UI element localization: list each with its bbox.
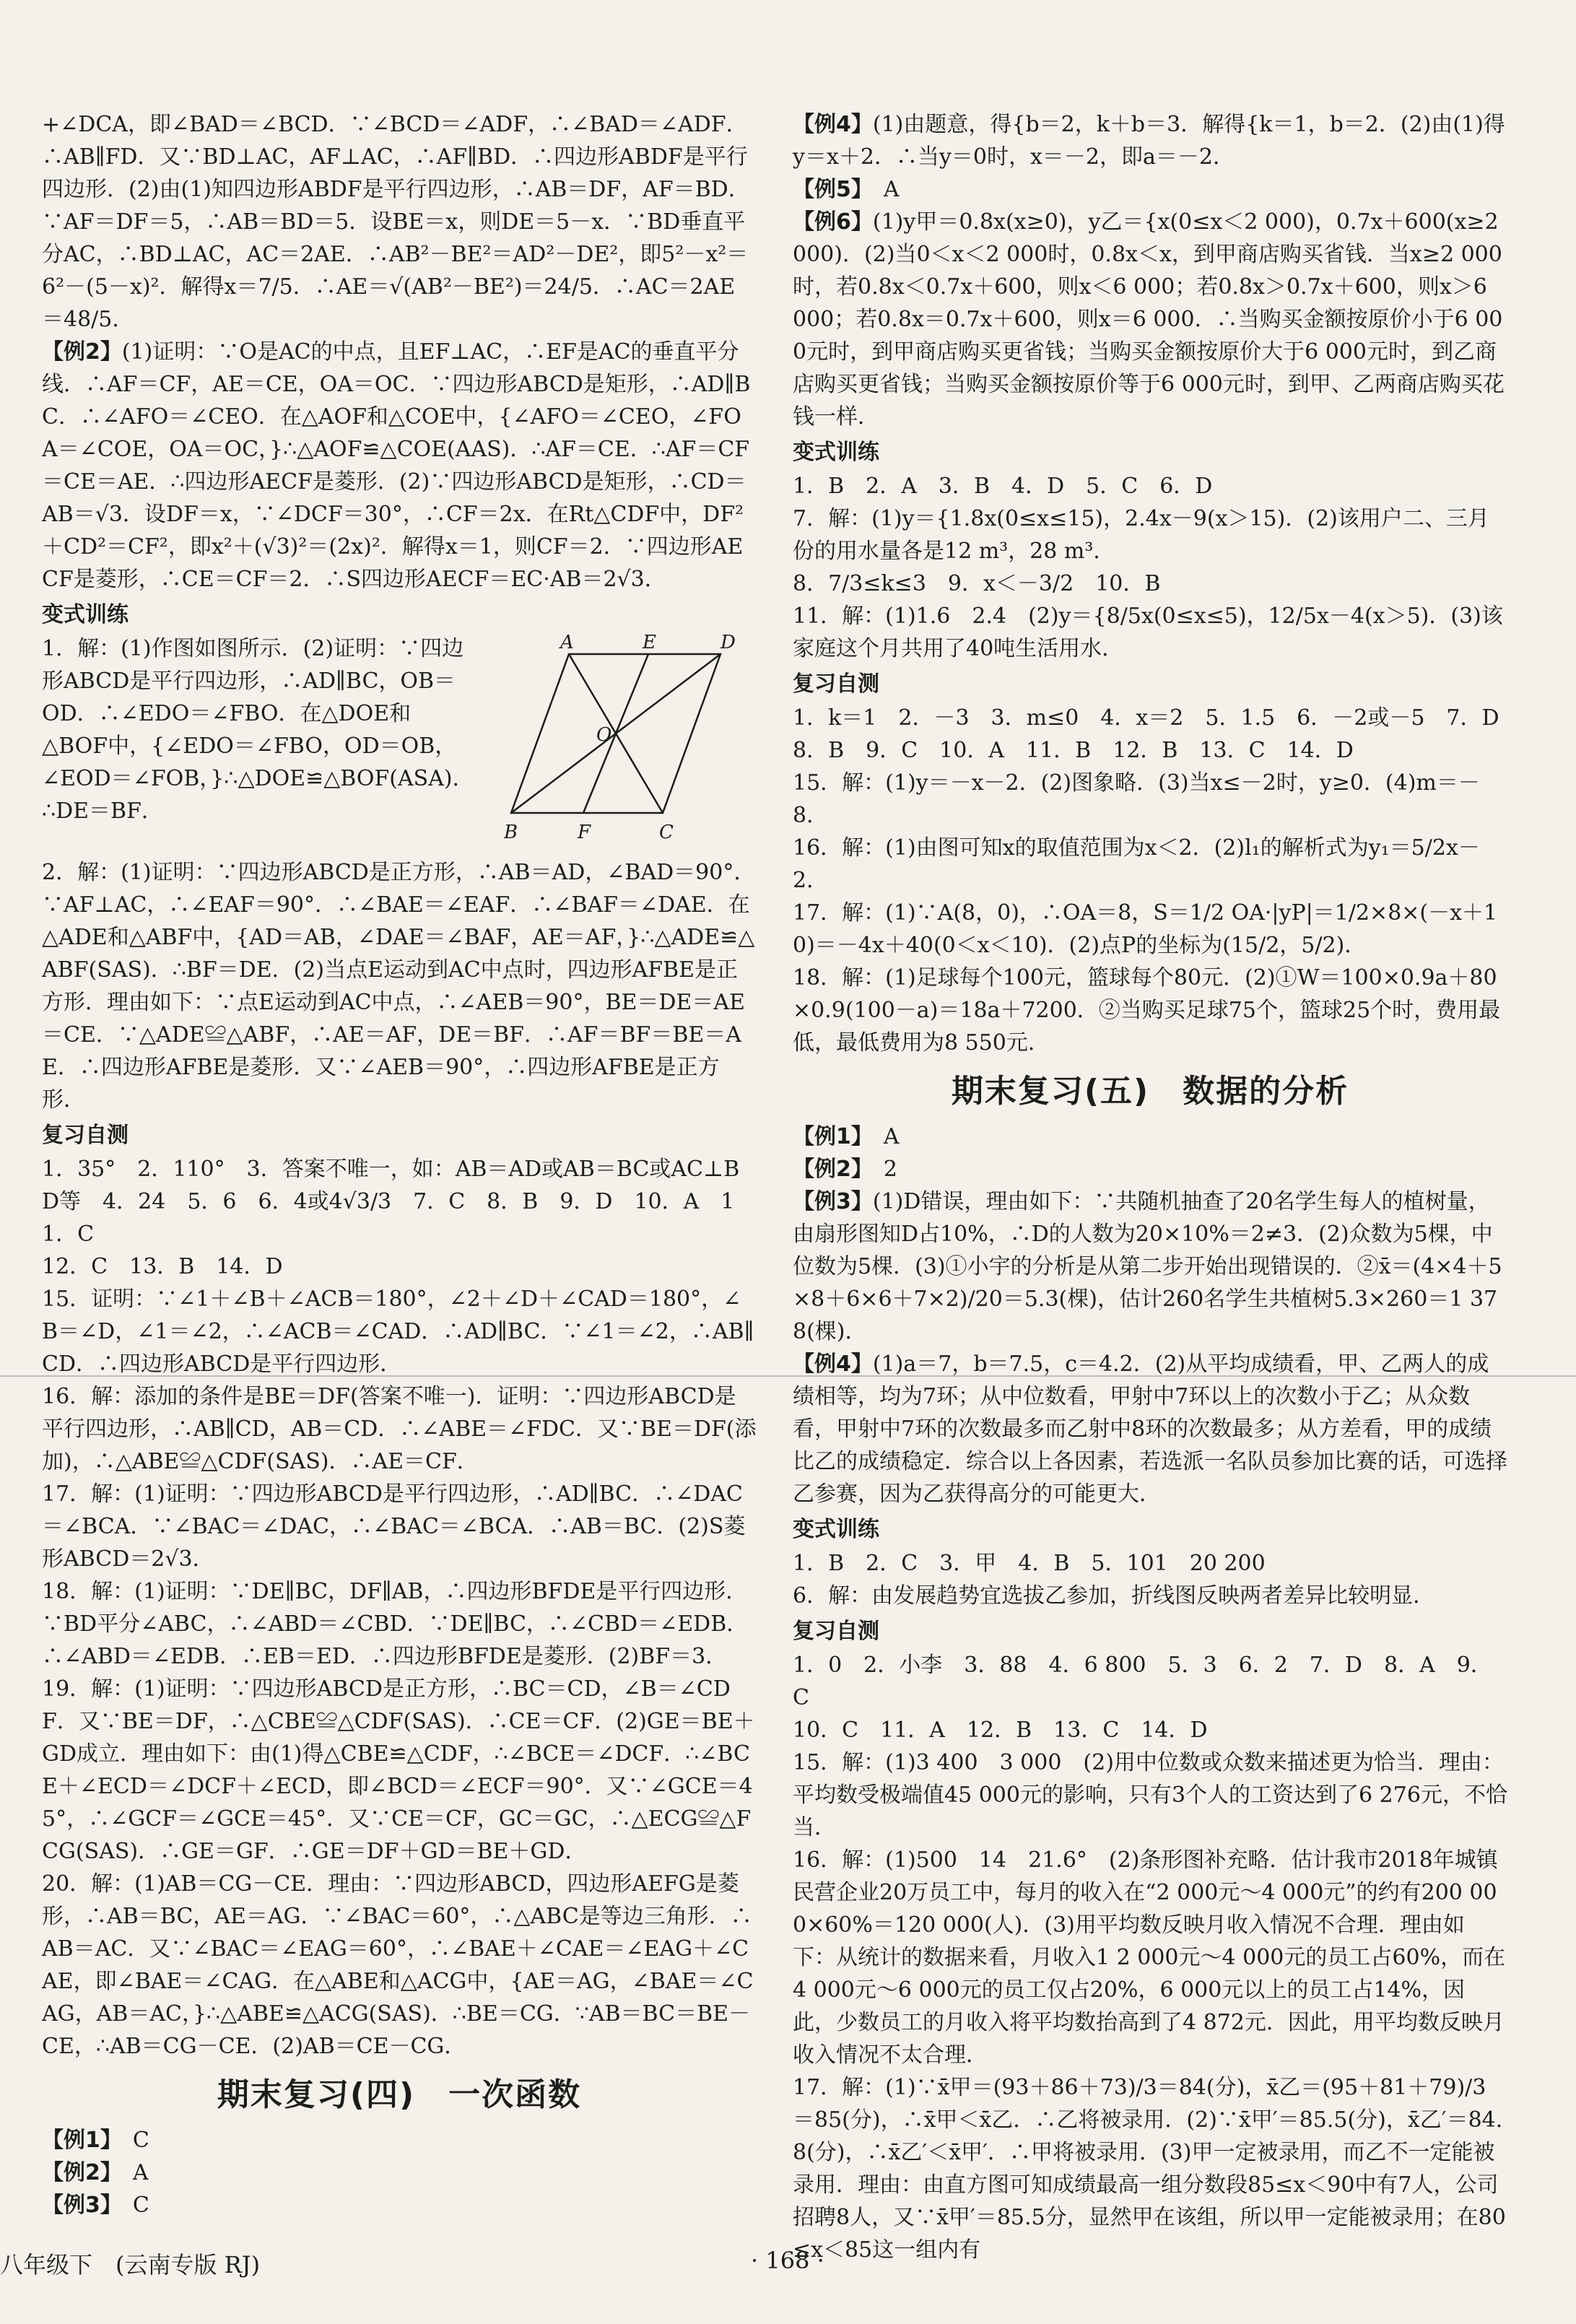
- page-number: · 168 ·: [751, 2247, 824, 2274]
- review-line-2: 12．C 13．B 14．D: [42, 1254, 283, 1279]
- example-6-label: 【例6】: [793, 209, 873, 235]
- s5-review-line-1: 1．0 2．小李 3．88 4．6 800 5．3 6．2 7．D 8．A 9．C: [793, 1653, 1492, 1710]
- variant-training-heading: 变式训练: [42, 602, 129, 627]
- label-o: O: [596, 724, 612, 746]
- example-4: [793, 108, 1507, 173]
- s4-example-2-label: 【例2】: [42, 2160, 111, 2185]
- right-column: [793, 108, 1507, 2266]
- s5-example-1: [793, 1120, 1507, 1153]
- variant-training-heading-right: 变式训练: [793, 440, 879, 465]
- review-line-18: 18．解：(1)证明：∵DE∥BC，DF∥AB，∴四边形BFDE是平行四边形．∵BD平分∠ABC，∴∠ABD＝∠CBD．∵DE∥BC，∴∠CBD＝∠EDB．∴∠ABD＝∠EDB．∴EB＝ED．∴四边形BFDE是菱形．(2)BF＝3．: [42, 1579, 749, 1669]
- s5-example-3: [793, 1185, 1507, 1348]
- variant-line-8: 8．7/3≤k≤3 9．x＜－3/2 10．B: [793, 571, 1161, 596]
- segment-ef: [583, 654, 648, 813]
- r-review-line-1: 1．k＝1 2．－3 3．m≤0 4．x＝2 5．1.5 6．－2或－5 7．D: [793, 705, 1499, 731]
- s5-review-line-15: 15．解：(1)3 400 3 000 (2)用中位数或众数来描述更为恰当．理由：平均数受极端值45 000元的影响，只有3个人的工资达到了6 276元，不恰当．: [793, 1750, 1507, 1840]
- label-e: E: [643, 632, 656, 653]
- s5-review-line-16: 16．解：(1)500 14 21.6° (2)条形图补充略．估计我市2018年城镇民营企业20万员工中，每月的收入在“2 000元～4 000元”的约有200 000×60%＝120 000(人)．(3)用平均数反映月收入情况不合理．理由如下：从统计的数据来看，月收入1 2 000元～4 000元的员工占60%，而在4 000元～6 000元的员工仅占20%，6 000元以上的员工占14%，因此，少数员工的月收入将平均数抬高到了4 872元．因此，用平均数反映月收入情况不太合理．: [793, 1848, 1506, 2068]
- s4-example-1: [42, 2124, 757, 2157]
- continuation-text: +∠DCA，即∠BAD＝∠BCD．∵∠BCD＝∠ADF，∴∠BAD＝∠ADF．∴AB∥FD．又∵BD⊥AC，AF⊥AC，∴AF∥BD．∴四边形ABDF是平行四边形．(2)由(1)知四边形ABDF是平行四边形，∴AB＝DF，AF＝BD．∵AF＝DF＝5，∴AB＝BD＝5．设BE＝x，则DE＝5－x．∵BD垂直平分AC，∴BD⊥AC，AC＝2AE．∴AB²－BE²＝AD²－DE²，即5²－x²＝6²－(5－x)²．解得x＝7/5．∴AE＝√(AB²－BE²)＝24/5．∴AC＝2AE＝48/5．: [42, 112, 750, 332]
- review-line-15: 15．证明：∵∠1＋∠B＋∠ACB＝180°，∠2＋∠D＋∠CAD＝180°，∠B＝∠D，∠1＝∠2，∴∠ACB＝∠CAD．∴AD∥BC．∵∠1＝∠2，∴AB∥CD．∴四边形ABCD是平行四边形．: [42, 1287, 754, 1377]
- example-6-text: (1)y甲＝0.8x(x≥0)，y乙＝{x(0≤x＜2 000)，0.7x＋600(x≥2 000)．(2)当0＜x＜2 000时，0.8x＜x，到甲商店购买省钱．当x≥2 000时，若0.8x＜0.7x＋600，则x＜6 000；若0.8x＞0.7x＋600，则x＞6 000；若0.8x＝0.7x＋600，则x＝6 000．∴当购买金额按原价小于6 000元时，到甲商店购买更省钱；当购买金额按原价大于6 000元时，到乙商店购买更省钱；当购买金额按原价等于6 000元时，到甲、乙两商店购买花钱一样．: [793, 209, 1505, 430]
- s4-example-1-answer: C: [132, 2128, 149, 2153]
- variant-2-text: 2．解：(1)证明：∵四边形ABCD是正方形，∴AB＝AD，∠BAD＝90°．∵AF⊥AC，∴∠EAF＝90°．∴∠BAE＝∠EAF．∴∠BAF＝∠DAE．在△ADE和△ABF中，{AD＝AB，∠DAE＝∠BAF，AE＝AF，}∴△ADE≌△ABF(SAS)．∴BF＝DE．(2)当点E运动到AC中点时，四边形AFBE是正方形．理由如下：∵点E运动到AC中点，∴∠AEB＝90°，BE＝DE＝AE＝CE．∵△ADE≌△ABF，∴AE＝AF，DE＝BF．∴AF＝BF＝BE＝AE．∴四边形AFBE是菱形．又∵∠AEB＝90°，∴四边形AFBE是正方形．: [42, 860, 756, 1113]
- s5-example-4-label: 【例4】: [793, 1352, 873, 1377]
- r-review-line-18: 18．解：(1)足球每个100元，篮球每个80元．(2)①W＝100×0.9a＋80×0.9(100－a)＝18a＋7200．②当购买足球75个，篮球25个时，费用最低，最低费用为8 550元．: [793, 965, 1501, 1056]
- s5-example-4: [793, 1348, 1507, 1510]
- s4-example-3-answer: C: [132, 2193, 149, 2218]
- variant-line-7: 7．解：(1)y＝{1.8x(0≤x≤15)，2.4x－9(x＞15)．(2)该用户二、三月份的用水量各是12 m³，28 m³．: [793, 506, 1489, 564]
- s5-example-1-label: 【例1】: [793, 1124, 862, 1149]
- r-review-line-17: 17．解：(1)∵A(8，0)，∴OA＝8，S＝1/2 OA·|yP|＝1/2×8×(－x＋10)＝－4x＋40(0＜x＜10)．(2)点P的坐标为(15/2，5/2)．: [793, 900, 1498, 958]
- variant-line-1: 1．B 2．A 3．B 4．D 5．C 6．D: [793, 474, 1213, 499]
- s5-example-4-text: (1)a＝7，b＝7.5，c＝4.2．(2)从平均成绩看，甲、乙两人的成绩相等，均为7环；从中位数看，甲射中7环以上的次数小于乙；从众数看，甲射中7环的次数最多而乙射中8环的次数最多；从方差看，甲的成绩比乙的成绩稳定．综合以上各因素，若选派一名队员参加比赛的话，可选择乙参赛，因为乙获得高分的可能更大．: [793, 1352, 1507, 1507]
- s4-example-2: [42, 2157, 757, 2189]
- s5-variant-line-6: 6．解：由发展趋势宜选拔乙参加，折线图反映两者差异比较明显．: [793, 1583, 1435, 1609]
- example-5-label: 【例5】: [793, 177, 862, 202]
- example-6: [793, 206, 1507, 433]
- label-a: A: [560, 632, 574, 653]
- s4-example-3-label: 【例3】: [42, 2193, 111, 2218]
- s4-example-2-answer: A: [132, 2160, 149, 2185]
- review-heading-2: 复习自测: [793, 1619, 879, 1644]
- section-5-title: 期末复习(五) 数据的分析: [951, 1073, 1349, 1110]
- parallelogram-figure: [504, 632, 742, 849]
- review-line-19: 19．解：(1)证明：∵四边形ABCD是正方形，∴BC＝CD，∠B＝∠CDF．又∵BE＝DF，∴△CBE≌△CDF(SAS)．∴CE＝CF．(2)GE＝BE＋GD成立．理由如下：由(1)得△CBE≌△CDF，∴∠BCE＝∠DCF．∴∠BCE＋∠ECD＝∠DCF＋∠ECD，即∠BCD＝∠ECF＝90°．又∵∠GCE＝45°，∴∠GCF＝∠GCE＝45°．又∵CE＝CF，GC＝GC，∴△ECG≌△FCG(SAS)．∴GE＝GF．∴GE＝DF＋GD＝BE＋GD．: [42, 1676, 755, 1864]
- s4-example-1-label: 【例1】: [42, 2128, 111, 2153]
- example-4-text: (1)由题意，得{b＝2，k＋b＝3．解得{k＝1，b＝2．(2)由(1)得y＝x＋2．∴当y＝0时，x＝－2，即a＝－2．: [793, 112, 1505, 170]
- label-f: F: [578, 822, 591, 843]
- s5-variant-line-1: 1．B 2．C 3．甲 4．B 5．101 20 200: [793, 1551, 1266, 1576]
- example-5: [793, 173, 1507, 206]
- review-heading-right: 复习自测: [793, 671, 879, 697]
- variant-1-text: 1．解：(1)作图如图所示．(2)证明：∵四边形ABCD是平行四边形，∴AD∥BC，OB＝OD．∴∠EDO＝∠FBO．在△DOE和△BOF中，{∠EDO＝∠FBO，OD＝OB，∠EOD＝∠FOB，}∴△DOE≌△BOF(ASA)．∴DE＝BF．: [42, 636, 474, 824]
- label-d: D: [720, 632, 736, 653]
- review-line-17: 17．解：(1)证明：∵四边形ABCD是平行四边形，∴AD∥BC．∴∠DAC＝∠BCA．∵∠BAC＝∠DAC，∴∠BAC＝∠BCA．∴AB＝BC．(2)S菱形ABCD＝2√3．: [42, 1481, 746, 1572]
- s4-example-3: [42, 2189, 757, 2221]
- s5-example-1-text: A: [883, 1124, 900, 1149]
- example-2-label: 【例2】: [42, 339, 122, 365]
- example-4-label: 【例4】: [793, 112, 873, 137]
- variant-1-block: [42, 632, 757, 856]
- s5-review-line-17: 17．解：(1)∵x̄甲＝(93＋86＋73)/3＝84(分)，x̄乙＝(95＋81＋79)/3＝85(分)，∴x̄甲＜x̄乙．∴乙将被录用．(2)∵x̄甲′＝85.5(分)，x̄乙′＝84.8(分)，∴x̄乙′＜x̄甲′．∴甲将被录用．(3)甲一定被录用，而乙不一定能被录用．理由：由直方图可知成绩最高一组分数段85≤x＜90中有7人，公司招聘8人，又∵x̄甲′＝85.5分，显然甲在该组，所以甲一定能被录用；在80≤x＜85这一组内有: [793, 2075, 1506, 2263]
- footer-grade-edition: 八年级下 (云南专版 RJ): [0, 2251, 261, 2279]
- r-review-line-16: 16．解：(1)由图可知x的取值范围为x＜2．(2)l₁的解析式为y₁＝5/2x－2．: [793, 835, 1480, 893]
- s5-example-2: [793, 1153, 1507, 1185]
- section-4-title: 期末复习(四) 一次函数: [217, 2076, 582, 2113]
- example-5-text: A: [883, 177, 900, 202]
- example-2-text: (1)证明：∵O是AC的中点，且EF⊥AC，∴EF是AC的垂直平分线．∴AF＝CF，AE＝CE，OA＝OC．∵四边形ABCD是矩形，∴AD∥BC．∴∠AFO＝∠CEO．在△AOF和△COE中，{∠AFO＝∠CEO，∠FOA＝∠COE，OA＝OC，}∴△AOF≌△COE(AAS)．∴AF＝CE．∴AF＝CF＝CE＝AE．∴四边形AECF是菱形．(2)∵四边形ABCD是矩形，∴CD＝AB＝√3．设DF＝x，∵∠DCF＝30°，∴CF＝2x．在Rt△CDF中，DF²＋CD²＝CF²，即x²＋(√3)²＝(2x)²．解得x＝1，则CF＝2．∵四边形AECF是菱形，∴CE＝CF＝2．∴S四边形AECF＝EC·AB＝2√3．: [42, 339, 751, 592]
- s5-example-3-label: 【例3】: [793, 1189, 873, 1214]
- s5-example-2-text: 2: [883, 1157, 897, 1182]
- s5-example-3-text: (1)D错误，理由如下：∵共随机抽查了20名学生每人的植树量，由扇形图知D占10%，∴D的人数为20×10%＝2≠3．(2)众数为5棵，中位数为5棵．(3)①小宇的分析是从第二步开始出现错误的．②x̄＝(4×4＋5×8＋6×6＋7×2)/20＝5.3(棵)，估计260名学生共植树5.3×260＝1 378(棵)．: [793, 1189, 1502, 1344]
- review-line-16: 16．解：添加的条件是BE＝DF(答案不唯一)．证明：∵四边形ABCD是平行四边形，∴AB∥CD，AB＝CD．∴∠ABE＝∠FDC．又∵BE＝DF(添加)，∴△ABE≌△CDF(SAS)．∴AE＝CF．: [42, 1384, 757, 1474]
- variant-training-heading-2: 变式训练: [793, 1517, 879, 1542]
- label-b: B: [504, 822, 518, 843]
- label-c: C: [659, 822, 674, 843]
- r-review-line-2: 8．B 9．C 10．A 11．B 12．B 13．C 14．D: [793, 738, 1354, 763]
- s5-example-2-label: 【例2】: [793, 1157, 862, 1182]
- r-review-line-15: 15．解：(1)y＝－x－2．(2)图象略．(3)当x≤－2时，y≥0．(4)m＝－8．: [793, 770, 1480, 828]
- left-column: [42, 108, 757, 2221]
- review-line-1: 1．35° 2．110° 3．答案不唯一，如：AB＝AD或AB＝BC或AC⊥BD等 4．24 5．6 6．4或4√3/3 7．C 8．B 9．D 10．A 11．C: [42, 1157, 740, 1247]
- example-2: [42, 336, 757, 596]
- review-heading-left: 复习自测: [42, 1123, 129, 1148]
- s5-review-line-2: 10．C 11．A 12．B 13．C 14．D: [793, 1718, 1208, 1743]
- variant-line-11: 11．解：(1)1.6 2.4 (2)y＝{8/5x(0≤x≤5)，12/5x－4(x＞5)．(3)该家庭这个月共用了40吨生活用水．: [793, 604, 1503, 661]
- review-line-20: 20．解：(1)AB＝CG－CE．理由：∵四边形ABCD，四边形AEFG是菱形，∴AB＝BC，AE＝AG．∵∠BAC＝60°，∴△ABC是等边三角形．∴AB＝AC．又∵∠BAC＝∠EAG＝60°，∴∠BAE＋∠CAE＝∠EAG＋∠CAE，即∠BAE＝∠CAG．在△ABE和△ACG中，{AE＝AG，∠BAE＝∠CAG，AB＝AC，}∴△ABE≌△ACG(SAS)．∴BE＝CG．∵AB＝BC＝BE－CE，∴AB＝CG－CE．(2)AB＝CE－CG．: [42, 1871, 754, 2059]
